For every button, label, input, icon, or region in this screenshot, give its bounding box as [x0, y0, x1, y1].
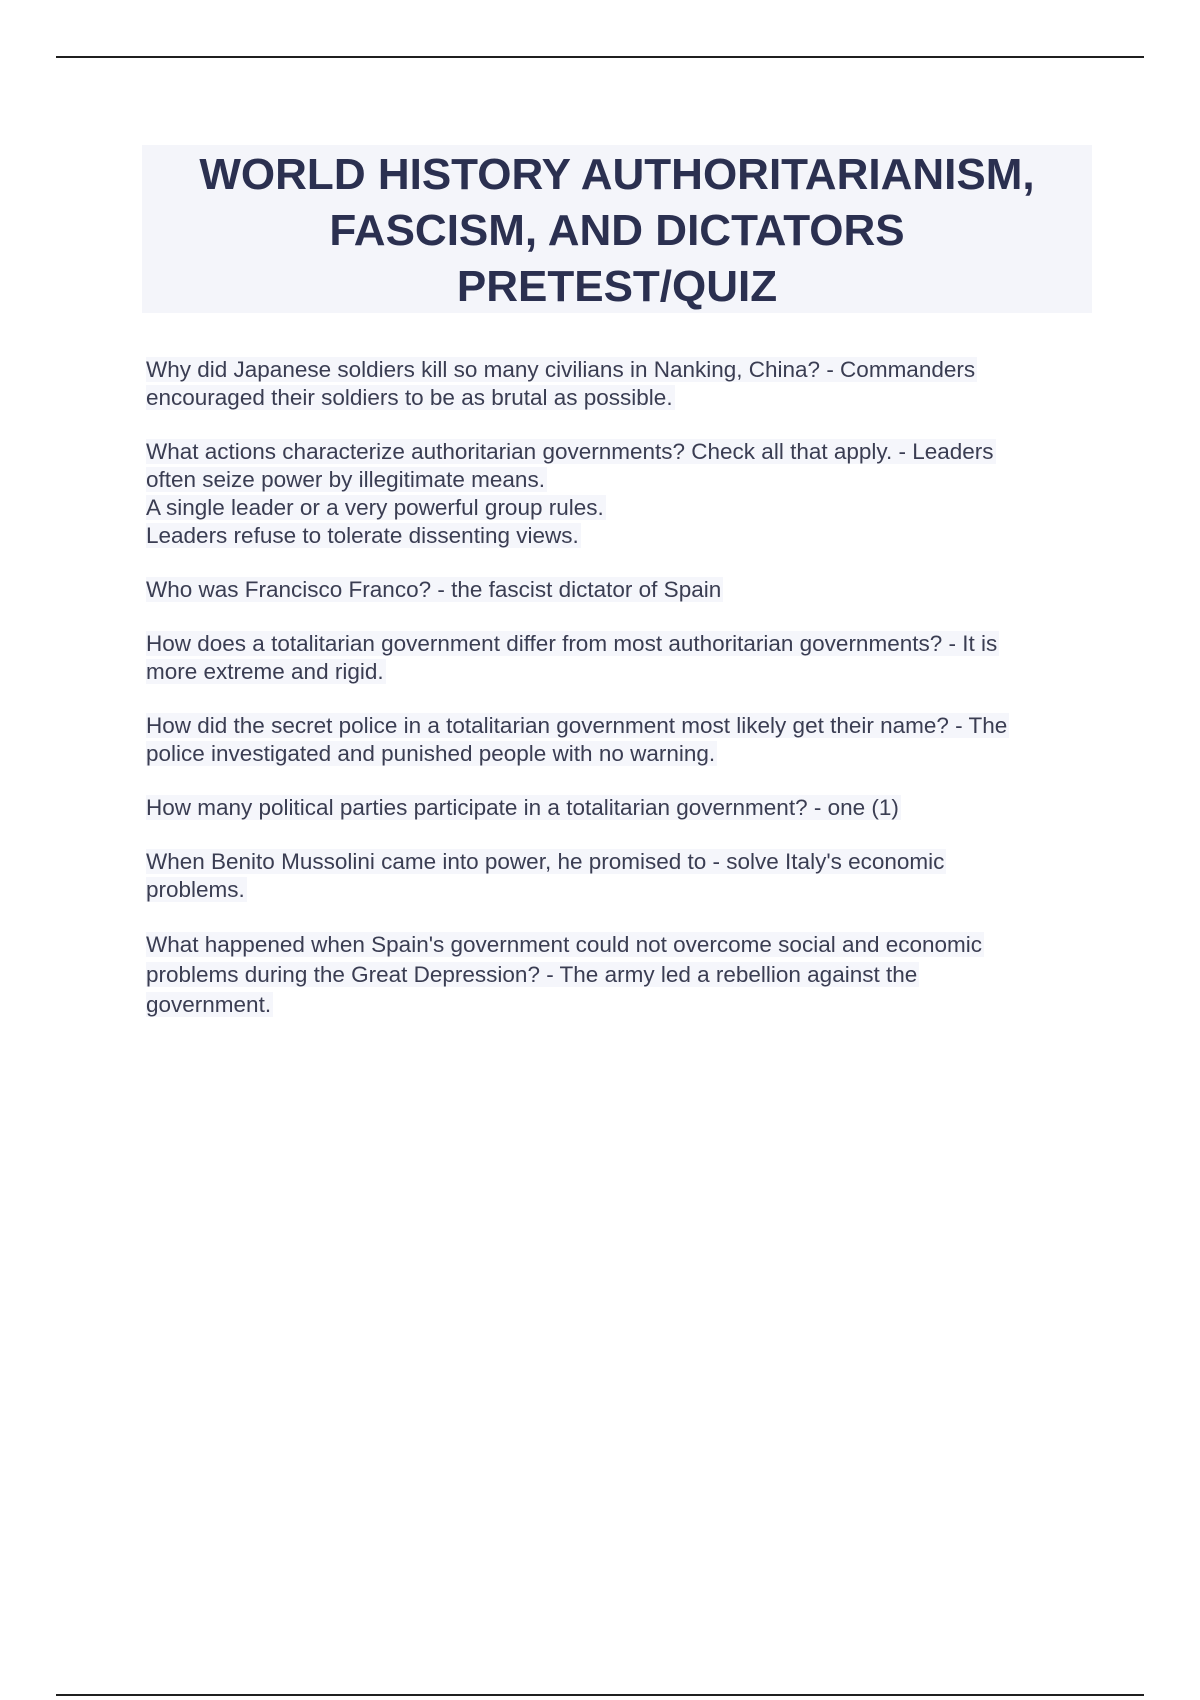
question-answer-item: [146, 576, 1086, 604]
text-line: When Benito Mussolini came into power, he promised to - solve Italy's economic: [146, 849, 945, 874]
text-line: What happened when Spain's government could not overcome social and economic: [146, 932, 983, 957]
text-line: How did the secret police in a totalitarian government most likely get their name? - The: [146, 713, 1008, 738]
document-title: [142, 145, 1092, 313]
question-answer-item: [146, 356, 1086, 412]
text-line: How many political parties participate in a totalitarian government? - one (1): [146, 795, 899, 820]
text-line: government.: [146, 992, 272, 1017]
text-line: How does a totalitarian government differ from most authoritarian governments? - It is: [146, 631, 998, 656]
text-line: problems.: [146, 877, 245, 902]
text-line: police investigated and punished people with no warning.: [146, 741, 716, 766]
title-line: WORLD HISTORY AUTHORITARIANISM,: [199, 150, 1035, 199]
text-line: Leaders refuse to tolerate dissenting views.: [146, 523, 579, 548]
question-answer-item: [146, 930, 1086, 1020]
bottom-rule: [56, 1694, 1144, 1696]
text-line: problems during the Great Depression? - The army led a rebellion against the: [146, 962, 918, 987]
text-line: Why did Japanese soldiers kill so many civilians in Nanking, China? - Commanders: [146, 357, 976, 382]
question-answer-item: [146, 712, 1086, 768]
question-answer-item: [146, 794, 1086, 822]
text-line: often seize power by illegitimate means.: [146, 467, 545, 492]
top-rule: [56, 56, 1144, 58]
text-line: Who was Francisco Franco? - the fascist dictator of Spain: [146, 577, 722, 602]
question-list: [146, 356, 1086, 1046]
question-answer-item: [146, 630, 1086, 686]
text-line: encouraged their soldiers to be as brutal as possible.: [146, 385, 673, 410]
title-line: PRETEST/QUIZ: [456, 262, 778, 311]
text-line: more extreme and rigid.: [146, 659, 384, 684]
text-line: A single leader or a very powerful group rules.: [146, 495, 604, 520]
text-line: What actions characterize authoritarian governments? Check all that apply. - Leaders: [146, 439, 994, 464]
question-answer-item: [146, 438, 1086, 550]
title-line: FASCISM, AND DICTATORS: [329, 206, 905, 255]
question-answer-item: [146, 848, 1086, 904]
